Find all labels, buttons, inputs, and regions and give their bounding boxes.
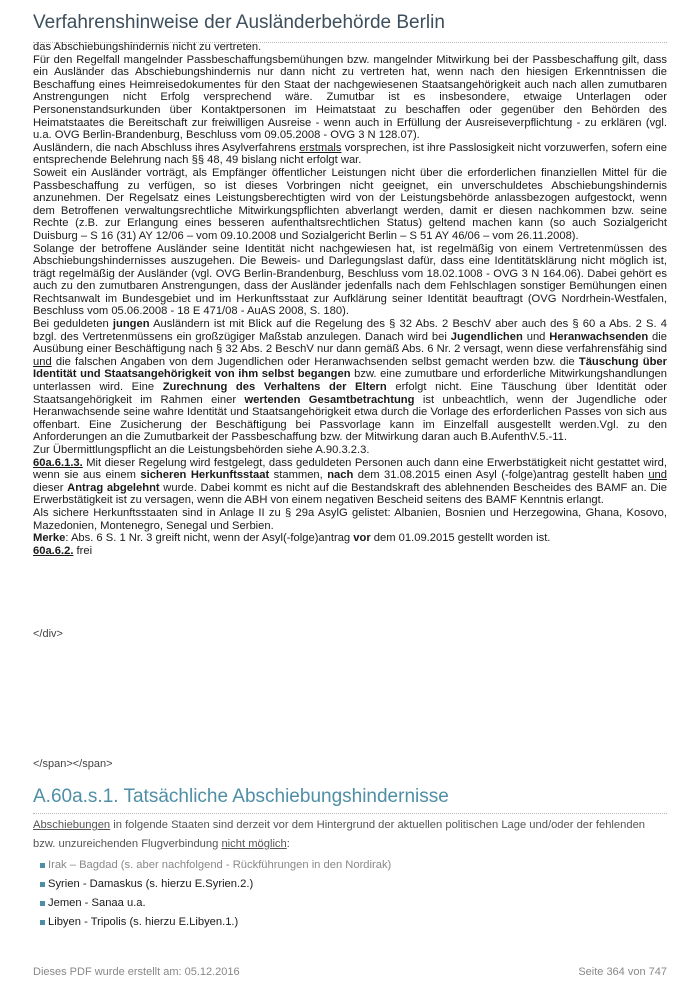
section-ref-link[interactable]: 60a.6.2. bbox=[33, 544, 74, 557]
section-divider bbox=[33, 813, 667, 814]
paragraph: Zur Übermittlungspflicht an die Leistungsbehörden siehe A.90.3.2.3. bbox=[33, 444, 370, 456]
section-intro: Abschiebungen in folgende Staaten sind derzeit vor dem Hintergrund der aktuellen politischen Lage und/oder der fehlenden bzw. unzureichenden Flugverbindung nicht möglich: bbox=[33, 819, 646, 850]
list-item: Jemen - Sanaa u.a. bbox=[40, 894, 391, 913]
created-date: Dieses PDF wurde erstellt am: 05.12.2016 bbox=[33, 966, 240, 978]
section-ref-link[interactable]: 60a.6.1.3. bbox=[33, 456, 83, 469]
country-list bbox=[40, 856, 391, 932]
paragraph: 60a.6.2. frei bbox=[33, 544, 93, 557]
page-number: Seite 364 von 747 bbox=[578, 966, 667, 978]
page-footer bbox=[33, 966, 667, 978]
document-body bbox=[33, 41, 667, 557]
paragraph: das Abschiebungshindernis nicht zu vertreten. bbox=[33, 41, 262, 53]
bullet-icon bbox=[40, 920, 45, 925]
list-item: Syrien - Damaskus (s. hierzu E.Syrien.2.) bbox=[40, 875, 391, 894]
raw-markup-text: </span></span> bbox=[33, 758, 113, 770]
paragraph: Ausländern, die nach Abschluss ihres Asylverfahrens erstmals vorsprechen, ist ihre Passlosigkeit nicht vorzuwerfen, sofern eine entsprechende Belehrung nach §§ 48, 49 bislang nicht erfolgt war. bbox=[33, 141, 667, 167]
paragraph: Solange der betroffene Ausländer seine Identität nicht nachgewiesen hat, ist regelmäßig von einem Vertretenmüssen des Abschiebungshindernisses auszugehen. Die Beweis- und Darlegungslast dafür, dass eine Identitätsklärung nicht möglich ist, trägt regelmäßig der Ausländer (vgl. OVG Berlin-Brandenburg, Beschluss vom 18.02.1008 - OVG 3 N 164.06). Dabei gehört es auch zu den zumutbaren Anstrengungen, dass der Ausländer jedenfalls nach dem Fehlschlagen sonstiger Bemühungen einen Rechtsanwalt im Bundesgebiet und im Herkunftsstaat zur Aufklärung seiner Identität beauftragt (OVG Nordrhein-Westfalen, Beschluss vom 05.06.2008 - 18 E 471/08 - AuAS 2008, S. 180). bbox=[33, 242, 667, 318]
page-header bbox=[33, 10, 667, 43]
paragraph: Bei geduldeten jungen Ausländern ist mit Blick auf die Regelung des § 32 Abs. 2 BeschV aber auch des § 60 a Abs. 2 S. 4 bzgl. des Vertretenmüssens ein großzügiger Maßstab anzulegen. Danach wird bei Jugendlichen und Heranwachsenden die Ausübung einer Beschäftigung nach § 32 Abs. 2 BeschV nur dann gemäß Abs. 6 Nr. 2 versagt, wenn diese verfahrensfähig sind und die falschen Angaben von dem Jugendlichen oder Heranwachsenden selbst gemacht werden bzw. die Täuschung über Identität und Staatsangehörigkeit von ihm selbst begangen bzw. eine zumutbare und erforderliche Mitwirkungshandlungen unterlassen wird. Eine Zurechnung des Verhaltens der Eltern erfolgt nicht. Eine Täuschung über Identität oder Staatsangehörigkeit im Rahmen einer wertenden Gesamtbetrachtung ist unbeachtlich, wenn der Jugendliche oder Heranwachsende seine wahre Identität und Staatsangehörigkeit etwa durch die Vorlage des erforderlichen Passes von sich aus offenbart. Eine Zusicherung der Beschäftigung bei Passvorlage kann im Einzelfall ausgestellt werden.Vgl. zu den Anforderungen an die Zumutbarkeit der Passbeschaffung bzw. der Mitwirkung daran auch B.AufenthV.5.-11. bbox=[33, 318, 667, 444]
paragraph: Für den Regelfall mangelnder Passbeschaffungsbemühungen bzw. mangelnder Mitwirkung bei der Passbeschaffung gilt, dass ein Ausländer das Abschiebungshindernis nur dann nicht zu vertreten hat, wenn nach den hiesigen Erkenntnissen die Beschaffung eines Heimreisedokumentes für den Staat der nachgewiesenen Staatsangehörigkeit auch nach allen zumutbaren Anstrengungen nicht Erfolg versprechend wäre. Zumutbar ist es insbesondere, etwaige Unterlagen oder Personenstandsurkunden über Kontaktpersonen im Heimatstaat zu beschaffen oder gegenüber den Behörden des Heimatstaates die Bereitschaft zur freiwilligen Ausreise - wenn auch in Erfüllung der Ausreiseverpflichtung - zu erklären (vgl. u.a. OVG Berlin-Brandenburg, Beschluss vom 09.05.2008 - OVG 3 N 128.07). bbox=[33, 53, 667, 142]
section-heading: A.60a.s.1. Tatsächliche Abschiebungshindernisse bbox=[33, 784, 667, 814]
raw-markup-text: </div> bbox=[33, 628, 63, 640]
bullet-icon bbox=[40, 863, 45, 868]
note: Merke: Abs. 6 S. 1 Nr. 3 greift nicht, wenn der Asyl(-folge)antrag vor dem 01.09.2015 gestellt worden ist. bbox=[33, 532, 551, 545]
list-item: Libyen - Tripolis (s. hierzu E.Libyen.1.) bbox=[40, 913, 391, 932]
paragraph: Soweit ein Ausländer vorträgt, als Empfänger öffentlicher Leistungen nicht über die erforderlichen finanziellen Mittel für die Passbeschaffung zu verfügen, so ist dieses Vorbringen nicht geeignet, ein unverschuldetes Abschiebungshindernis anzunehmen. Der Regelsatz eines Leistungsberechtigten wird von der Leistungsbehörde anlassbezogen aufgestockt, wenn dem Betroffenen verwaltungsrechtliche Mitwirkungspflichten abverlangt werden, damit er diesen nachkommen bzw. seine Rechte (z.B. zur Erlangung eines besseren aufenthaltsrechtlichen Status) geltend machen kann (so auch Sozialgericht Duisburg – S 16 (31) AY 12/06 – vom 09.10.2008 und Sozialgericht Berlin – S 51 AY 46/06 – vom 26.11.2008). bbox=[33, 166, 667, 242]
page-title: Verfahrenshinweise der Ausländerbehörde Berlin bbox=[33, 12, 445, 33]
paragraph: 60a.6.1.3. Mit dieser Regelung wird festgelegt, dass geduldeten Personen auch dann eine Erwerbstätigkeit nicht gestattet wird, wenn sie aus einem sicheren Herkunftsstaat stammen, nach dem 31.08.2015 einen Asyl (-folge)antrag gestellt haben und dieser Antrag abgelehnt wurde. Dabei kommt es nicht auf die Bestandskraft des ablehnenden Bescheides des BAMF an. Die Erwerbstätigkeit ist zu versagen, wenn die ABH von einem negativen Bescheid seitens des BAMF Kenntnis erlangt. bbox=[33, 456, 667, 507]
bullet-icon bbox=[40, 882, 45, 887]
list-item: Irak – Bagdad (s. aber nachfolgend - Rückführungen in den Nordirak) bbox=[40, 856, 391, 875]
paragraph: Als sichere Herkunftsstaaten sind in Anlage II zu § 29a AsylG gelistet: Albanien, Bosnien und Herzegowina, Ghana, Kosovo, Mazedonien, Montenegro, Senegal und Serbien. bbox=[33, 506, 667, 532]
glossary-link[interactable]: Abschiebungen bbox=[33, 819, 111, 831]
bullet-icon bbox=[40, 901, 45, 906]
